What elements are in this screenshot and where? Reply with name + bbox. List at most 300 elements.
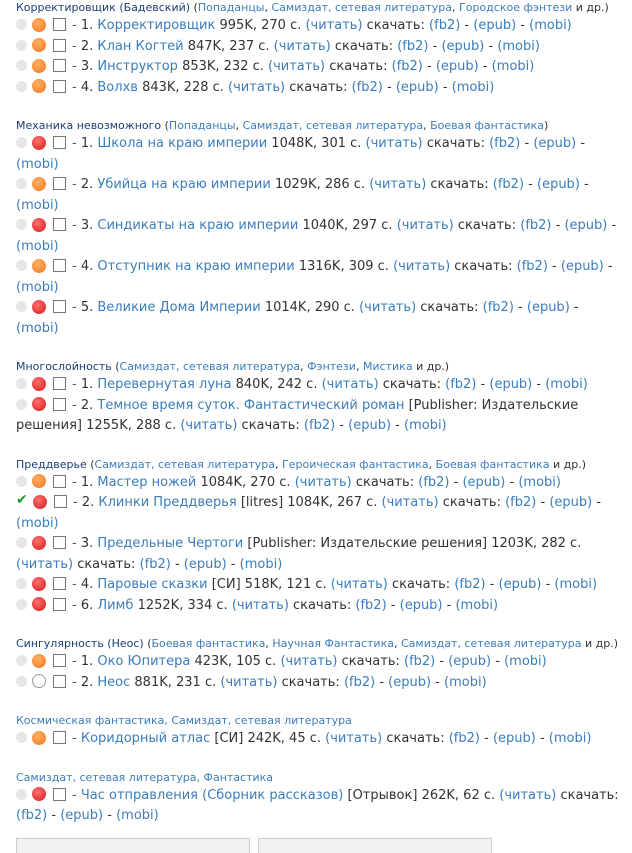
rating-smiley-icon[interactable] (32, 136, 46, 150)
like-icon[interactable] (16, 40, 27, 51)
select-checkbox[interactable] (53, 675, 66, 688)
series-header (16, 713, 624, 729)
book-title-link[interactable]: Паровые сказки (97, 577, 208, 592)
download-epub-link[interactable]: (epub) (388, 674, 432, 690)
book-meta: [СИ] 518K, 121 с. (211, 577, 327, 592)
series-header: Многослойность (Самиздат, сетевая литература, Фэнтези, Мистика и др.) (16, 360, 450, 373)
genre-tag-link[interactable]: Самиздат, сетевая литература (271, 1, 453, 14)
rating-smiley-icon[interactable] (32, 731, 46, 745)
bottom-tab[interactable] (258, 838, 492, 853)
series-block (16, 713, 624, 750)
book-number: 3. (80, 59, 94, 74)
download-fb2-link[interactable]: (fb2) (448, 731, 480, 746)
download-label: скачать: (430, 177, 489, 192)
download-label: скачать: (334, 38, 394, 54)
select-checkbox[interactable] (53, 80, 66, 93)
like-icon[interactable] (16, 599, 27, 610)
like-icon[interactable] (16, 137, 27, 148)
book-title-link[interactable]: Отступник на краю империи (97, 259, 295, 274)
like-icon[interactable] (16, 476, 27, 487)
separator: - (72, 731, 77, 746)
read-link[interactable]: (читать) (305, 18, 363, 33)
download-epub-link[interactable]: (epub) (537, 177, 580, 192)
select-checkbox[interactable] (53, 177, 66, 190)
genre-tag-link[interactable]: Фэнтези (307, 360, 356, 373)
download-fb2-link[interactable]: (fb2) (404, 654, 436, 669)
book-meta: 1014K, 290 с. (264, 300, 355, 315)
book-number: 3. (80, 218, 94, 233)
download-fb2-link[interactable]: (fb2) (429, 18, 461, 33)
genre-tag-link[interactable]: Самиздат, сетевая литература (242, 119, 424, 132)
read-link[interactable]: (читать) (393, 259, 451, 274)
separator: - (72, 59, 77, 74)
download-epub-link[interactable]: (epub) (526, 300, 570, 315)
book-title-link[interactable]: Школа на краю империи (97, 136, 268, 151)
download-label: скачать: (355, 474, 415, 490)
like-icon[interactable] (16, 399, 27, 410)
book-row: - 1. Мастер ножей 1084K, 270 с. (читать) скачать: (fb2) - (epub) - (mobi) (16, 473, 624, 494)
book-title-link[interactable]: Великие Дома Империи (97, 300, 261, 315)
separator: - (72, 674, 77, 690)
series-header-suffix: ) (543, 119, 549, 132)
read-link[interactable]: (читать) (369, 177, 427, 192)
book-row: - 1. Школа на краю империи 1048K, 301 с. (читать) скачать: (fb2) - (epub) - (mobi) (16, 136, 586, 172)
rating-smiley-icon[interactable] (32, 377, 46, 391)
download-epub-link[interactable]: (epub) (60, 808, 104, 823)
download-epub-link[interactable]: (epub) (549, 495, 593, 510)
download-fb2-link[interactable]: (fb2) (454, 577, 486, 592)
book-meta: 1084K, 270 с. (200, 474, 291, 490)
download-epub-link[interactable]: (epub) (560, 259, 604, 274)
book-number: 1. (80, 18, 94, 33)
series-title-link[interactable]: Корректировщик (Бадевский) (16, 1, 191, 14)
series-block (16, 636, 624, 693)
separator: - (72, 38, 77, 54)
download-fb2-link[interactable]: (fb2) (16, 808, 48, 823)
like-icon[interactable] (16, 732, 27, 743)
rating-smiley-icon[interactable] (32, 79, 46, 93)
book-row: - 1. Корректировщик 995K, 270 с. (читать) скачать: (fb2) - (epub) - (mobi) (16, 16, 624, 37)
like-icon[interactable] (16, 19, 27, 30)
download-fb2-link[interactable]: (fb2) (303, 418, 336, 433)
download-fb2-link[interactable]: (fb2) (516, 259, 548, 274)
download-epub-link[interactable]: (epub) (183, 556, 227, 572)
series-header-suffix: и др.) (581, 637, 619, 650)
download-mobi-link[interactable]: (mobi) (497, 38, 540, 54)
rating-smiley-icon[interactable] (32, 59, 46, 73)
book-meta: 847K, 237 с. (187, 38, 270, 54)
genre-tag-link[interactable]: Боевая фантастика (151, 637, 266, 650)
series-header (16, 770, 624, 786)
download-fb2-link[interactable]: (fb2) (397, 38, 429, 54)
book-title-link[interactable]: Клинки Преддверья (98, 495, 237, 510)
download-epub-link[interactable]: (epub) (533, 136, 577, 151)
separator: - (72, 654, 77, 669)
series-header-suffix: и др.) (572, 1, 609, 14)
book-number: 1. (80, 136, 94, 151)
rating-smiley-icon[interactable] (32, 674, 46, 688)
series-header: Преддверье (Самиздат, сетевая литература, Героическая фантастика, Боевая фантастика и др.) (16, 457, 587, 471)
rating-smiley-icon[interactable] (32, 597, 46, 611)
read-link[interactable]: (читать) (268, 59, 326, 74)
genre-tag-link[interactable]: Самиздат, сетевая литература (119, 360, 301, 373)
select-checkbox[interactable] (53, 377, 66, 390)
read-link[interactable]: (читать) (220, 674, 278, 690)
separator: - (72, 787, 77, 803)
book-title-link[interactable]: Синдикаты на краю империи (97, 218, 299, 233)
read-link[interactable]: (читать) (321, 377, 379, 392)
book-meta: [Отрывок] 262K, 62 с. (347, 787, 496, 803)
book-title-link[interactable]: Мастер ножей (97, 474, 197, 490)
separator: - (72, 177, 77, 192)
book-title-link[interactable]: Час отправления (Сборник рассказов) (80, 787, 344, 803)
download-epub-link[interactable]: (epub) (489, 377, 533, 392)
book-row: - 4. Паровые сказки [СИ] 518K, 121 с. (читать) скачать: (fb2) - (epub) - (mobi) (16, 575, 624, 596)
download-mobi-link[interactable]: (mobi) (16, 197, 59, 213)
read-link[interactable]: (читать) (330, 577, 388, 592)
download-mobi-link[interactable]: (mobi) (16, 320, 59, 336)
book-row: - 2. Темное время суток. Фантастический роман [Publisher: Издательские решения] 1255K, 288 с. (читать) скачать: (fb2) - (epub) - (mobi) (16, 397, 579, 433)
download-mobi-link[interactable]: (mobi) (444, 674, 487, 690)
separator: - (72, 474, 77, 490)
select-checkbox[interactable] (53, 788, 66, 801)
download-fb2-link[interactable]: (fb2) (355, 597, 387, 613)
book-number: 2. (80, 177, 94, 192)
separator: - (72, 577, 77, 592)
genre-tag-link[interactable]: Героическая фантастика (282, 457, 429, 471)
book-row: ✔ - 2. Клинки Преддверья [litres] 1084K, 267 с. (читать) скачать: (fb2) - (epub) - (mobi) (16, 492, 602, 531)
select-checkbox[interactable] (53, 536, 66, 549)
download-fb2-link[interactable]: (fb2) (505, 495, 537, 510)
download-mobi-link[interactable]: (mobi) (16, 515, 59, 531)
read-check-icon: ✔ (16, 492, 28, 508)
download-mobi-link[interactable]: (mobi) (554, 577, 598, 592)
select-checkbox[interactable] (53, 59, 66, 72)
download-epub-link[interactable]: (epub) (348, 418, 392, 433)
book-number: 4. (80, 79, 94, 95)
genre-tag-link[interactable]: Научная Фантастика (272, 637, 394, 650)
like-icon[interactable] (16, 537, 27, 548)
book-row: - 2. Неос 881K, 231 с. (читать) скачать: (fb2) - (epub) - (mobi) (16, 673, 624, 694)
download-label: скачать: (442, 495, 501, 510)
book-title-link[interactable]: Неос (97, 674, 131, 690)
download-fb2-link[interactable]: (fb2) (520, 218, 552, 233)
download-epub-link[interactable]: (epub) (564, 218, 608, 233)
series-block (16, 118, 624, 339)
series-header: Механика невозможного (Попаданцы, Самиздат, сетевая литература, Боевая фантастика) (16, 119, 549, 132)
select-checkbox[interactable] (53, 300, 66, 313)
series-title-link[interactable]: Преддверье (16, 457, 87, 471)
separator: - (72, 397, 77, 413)
download-epub-link[interactable]: (epub) (473, 18, 517, 33)
read-link[interactable]: (читать) (359, 300, 417, 315)
book-number: 2. (80, 674, 94, 690)
download-mobi-link[interactable]: (mobi) (16, 238, 59, 254)
book-title-link[interactable]: Волхв (97, 79, 138, 95)
book-title-link[interactable]: Корректировщик (97, 18, 216, 33)
read-link[interactable]: (читать) (280, 654, 338, 669)
select-checkbox[interactable] (54, 495, 67, 508)
download-epub-link[interactable]: (epub) (435, 59, 479, 74)
download-label: скачать: (293, 597, 352, 613)
download-epub-link[interactable]: (epub) (462, 474, 506, 490)
like-icon[interactable] (16, 81, 27, 92)
separator: - (72, 536, 77, 551)
separator: - (72, 259, 77, 274)
book-row: - 1. Перевернутая луна 840K, 242 с. (читать) скачать: (fb2) - (epub) - (mobi) (16, 375, 624, 396)
like-icon[interactable] (16, 301, 27, 312)
download-label: скачать: (391, 577, 451, 592)
like-icon[interactable] (16, 219, 27, 230)
book-meta: 881K, 231 с. (134, 674, 217, 690)
download-mobi-link[interactable]: (mobi) (239, 556, 283, 572)
book-meta: [Publisher: Издательские решения] 1255K, 288 с. (16, 397, 579, 433)
download-epub-link[interactable]: (epub) (395, 79, 439, 95)
rating-smiley-icon[interactable] (32, 397, 46, 411)
read-link[interactable]: (читать) (294, 474, 352, 490)
bottom-tab[interactable] (16, 838, 250, 853)
book-title-link[interactable]: Лимб (97, 597, 134, 613)
select-checkbox[interactable] (53, 731, 66, 744)
separator: - (72, 136, 77, 151)
series-block (16, 359, 624, 437)
book-meta: [litres] 1084K, 267 с. (240, 495, 378, 510)
read-link[interactable]: (читать) (273, 38, 331, 54)
rating-smiley-icon[interactable] (32, 300, 46, 314)
select-checkbox[interactable] (53, 18, 66, 31)
genre-tag-link[interactable]: Попаданцы (168, 119, 236, 132)
book-title-link[interactable]: Убийца на краю империи (97, 177, 271, 192)
book-meta: 840K, 242 с. (235, 377, 318, 392)
download-fb2-link[interactable]: (fb2) (489, 136, 521, 151)
download-fb2-link[interactable]: (fb2) (492, 177, 525, 192)
series-block (16, 770, 624, 827)
genre-tag-link[interactable]: Городское фэнтези (459, 1, 573, 14)
download-label: скачать: (77, 556, 136, 572)
book-meta: 423K, 105 с. (194, 654, 277, 669)
genre-tag-link[interactable]: Мистика (362, 360, 413, 373)
separator: - (72, 218, 77, 233)
rating-smiley-icon[interactable] (32, 536, 46, 550)
separator: - (72, 597, 77, 613)
download-mobi-link[interactable]: (mobi) (545, 377, 588, 392)
download-mobi-link[interactable]: (mobi) (504, 654, 547, 669)
download-mobi-link[interactable]: (mobi) (16, 156, 59, 172)
book-meta: 1252K, 334 с. (137, 597, 228, 613)
download-fb2-link[interactable]: (fb2) (139, 556, 171, 572)
book-row: - 4. Волхв 843K, 228 с. (читать) скачать: (fb2) - (epub) - (mobi) (16, 78, 624, 99)
book-meta: 843K, 228 с. (142, 79, 224, 95)
like-icon[interactable] (16, 676, 27, 687)
read-link[interactable]: (читать) (325, 731, 383, 746)
read-link[interactable]: (читать) (180, 418, 238, 433)
select-checkbox[interactable] (53, 136, 66, 149)
book-meta: [СИ] 242K, 45 с. (214, 731, 322, 746)
select-checkbox[interactable] (53, 654, 66, 667)
download-mobi-link[interactable]: (mobi) (548, 731, 592, 746)
book-number: 4. (80, 259, 94, 274)
like-icon[interactable] (16, 378, 27, 389)
book-number: 1. (80, 654, 94, 669)
rating-smiley-icon[interactable] (32, 218, 46, 232)
book-number: 2. (80, 397, 94, 413)
rating-smiley-icon[interactable] (32, 18, 46, 32)
rating-smiley-icon[interactable] (33, 495, 47, 509)
book-meta: 1029K, 286 с. (274, 177, 366, 192)
separator: - (72, 377, 77, 392)
download-fb2-link[interactable]: (fb2) (343, 674, 376, 690)
download-label: скачать: (341, 654, 400, 669)
select-checkbox[interactable] (53, 598, 66, 611)
like-icon[interactable] (16, 178, 27, 189)
separator: - (72, 18, 77, 33)
series-title-link[interactable]: Механика невозможного (16, 119, 162, 132)
book-row: - Коридорный атлас [СИ] 242K, 45 с. (читать) скачать: (fb2) - (epub) - (mobi) (16, 729, 624, 750)
book-title-link[interactable]: Темное время суток. Фантастический роман (97, 397, 405, 413)
like-icon[interactable] (16, 655, 27, 666)
download-epub-link[interactable]: (epub) (399, 597, 443, 613)
book-row: - 6. Лимб 1252K, 334 с. (читать) скачать: (fb2) - (epub) - (mobi) (16, 596, 624, 617)
book-number: 1. (80, 377, 94, 392)
like-icon[interactable] (16, 789, 27, 800)
download-fb2-link[interactable]: (fb2) (351, 79, 383, 95)
book-row: - 3. Инструктор 853K, 232 с. (читать) скачать: (fb2) - (epub) - (mobi) (16, 57, 624, 78)
download-fb2-link[interactable]: (fb2) (445, 377, 477, 392)
book-title-link[interactable]: Коридорный атлас (80, 731, 211, 746)
genre-tag-link[interactable]: Самиздат, сетевая литература (400, 637, 582, 650)
read-link[interactable]: (читать) (396, 218, 454, 233)
rating-smiley-icon[interactable] (32, 474, 46, 488)
select-checkbox[interactable] (53, 475, 66, 488)
book-title-link[interactable]: Предельные Чертоги (97, 536, 244, 551)
select-checkbox[interactable] (53, 39, 66, 52)
download-mobi-link[interactable]: (mobi) (491, 59, 535, 74)
series-header: Сингулярность (Неос) (Боевая фантастика, Научная Фантастика, Самиздат, сетевая литература и др.) (16, 637, 619, 650)
download-label: скачать: (386, 731, 445, 746)
series-block (16, 0, 624, 98)
book-meta: 1048K, 301 с. (271, 136, 362, 151)
book-number: 5. (80, 300, 94, 315)
read-link[interactable]: (читать) (499, 787, 557, 803)
download-label: скачать: (420, 300, 479, 315)
download-label: скачать: (454, 259, 513, 274)
separator: - (72, 79, 77, 95)
genre-tag-link[interactable]: Космическая фантастика, Самиздат, сетевая литература (16, 714, 352, 727)
book-meta: 995K, 270 с. (219, 18, 302, 33)
select-checkbox[interactable] (53, 577, 66, 590)
rating-smiley-icon[interactable] (32, 654, 46, 668)
book-row: - 2. Клан Когтей 847K, 237 с. (читать) скачать: (fb2) - (epub) - (mobi) (16, 37, 624, 58)
download-mobi-link[interactable]: (mobi) (455, 597, 499, 613)
download-mobi-link[interactable]: (mobi) (518, 474, 561, 490)
genre-tag-link[interactable]: Самиздат, сетевая литература (94, 457, 276, 471)
download-epub-link[interactable]: (epub) (441, 38, 485, 54)
book-row: - 1. Око Юпитера 423K, 105 с. (читать) скачать: (fb2) - (epub) - (mobi) (16, 652, 624, 673)
book-number: 1. (80, 474, 94, 490)
book-number: 2. (80, 38, 94, 54)
download-label: скачать: (241, 418, 300, 433)
download-fb2-link[interactable]: (fb2) (482, 300, 514, 315)
book-number: 3. (80, 536, 94, 551)
book-title-link[interactable]: Клан Когтей (97, 38, 184, 54)
book-number: 4. (80, 577, 94, 592)
read-link[interactable]: (читать) (228, 79, 286, 95)
download-mobi-link[interactable]: (mobi) (451, 79, 495, 95)
book-meta: 1316K, 309 с. (298, 259, 389, 274)
like-icon[interactable] (16, 60, 27, 71)
download-label: скачать: (366, 18, 425, 33)
download-epub-link[interactable]: (epub) (448, 654, 492, 669)
read-link[interactable]: (читать) (231, 597, 289, 613)
rating-smiley-icon[interactable] (32, 577, 46, 591)
genre-tag-link[interactable]: Попаданцы (197, 1, 265, 14)
select-checkbox[interactable] (53, 218, 66, 231)
download-label: скачать: (289, 79, 348, 95)
rating-smiley-icon[interactable] (32, 177, 46, 191)
download-fb2-link[interactable]: (fb2) (418, 474, 450, 490)
book-row: - 4. Отступник на краю империи 1316K, 309 с. (читать) скачать: (fb2) - (epub) - (mobi) (16, 259, 613, 295)
download-mobi-link[interactable]: (mobi) (16, 279, 59, 295)
read-link[interactable]: (читать) (381, 495, 439, 510)
rating-smiley-icon[interactable] (32, 787, 46, 801)
book-meta: 853K, 232 с. (182, 59, 264, 74)
book-title-link[interactable]: Инструктор (97, 59, 178, 74)
download-mobi-link[interactable]: (mobi) (116, 808, 159, 823)
read-link[interactable]: (читать) (365, 136, 423, 151)
download-label: скачать: (560, 787, 619, 803)
download-label: скачать: (329, 59, 388, 74)
book-row: - 2. Убийца на краю империи 1029K, 286 с. (читать) скачать: (fb2) - (epub) - (mobi) (16, 177, 589, 213)
book-row: - 3. Предельные Чертоги [Publisher: Издательские решения] 1203K, 282 с. (читать) скачать: (fb2) - (epub) - (mobi) (16, 536, 582, 572)
download-epub-link[interactable]: (epub) (492, 731, 536, 746)
rating-smiley-icon[interactable] (32, 38, 46, 52)
book-meta: 1040K, 297 с. (302, 218, 393, 233)
download-mobi-link[interactable]: (mobi) (529, 18, 572, 33)
book-number: 2. (81, 495, 95, 510)
genre-tag-link[interactable]: Боевая фантастика (435, 457, 550, 471)
genre-tag-link[interactable]: Боевая фантастика (430, 119, 544, 132)
download-label: скачать: (281, 674, 340, 690)
series-header: Корректировщик (Бадевский) (Попаданцы, Самиздат, сетевая литература, Городское фэнтези и др.) (16, 1, 609, 14)
download-label: скачать: (382, 377, 442, 392)
book-title-link[interactable]: Перевернутая луна (97, 377, 232, 392)
download-label: скачать: (457, 218, 517, 233)
download-label: скачать: (426, 136, 485, 151)
book-title-link[interactable]: Око Юпитера (97, 654, 191, 669)
select-checkbox[interactable] (53, 398, 66, 411)
download-fb2-link[interactable]: (fb2) (391, 59, 423, 74)
rating-smiley-icon[interactable] (32, 259, 46, 273)
download-mobi-link[interactable]: (mobi) (404, 418, 447, 433)
series-title-link[interactable]: Сингулярность (Неос) (16, 637, 144, 650)
series-header-suffix: и др.) (412, 360, 450, 373)
book-meta: [Publisher: Издательские решения] 1203K, 282 с. (247, 536, 582, 551)
separator: - (73, 495, 78, 510)
book-row: - 5. Великие Дома Империи 1014K, 290 с. (читать) скачать: (fb2) - (epub) - (mobi) (16, 300, 579, 336)
series-block (16, 457, 624, 617)
download-epub-link[interactable]: (epub) (498, 577, 542, 592)
like-icon[interactable] (16, 578, 27, 589)
series-title-link[interactable]: Многослойность (16, 360, 112, 373)
genre-tag-link[interactable]: Самиздат, сетевая литература, Фантастика (16, 770, 274, 784)
book-number: 6. (80, 597, 94, 613)
book-row: - Час отправления (Сборник рассказов) [Отрывок] 262K, 62 с. (читать) скачать: (fb2) - (epub) - (mobi) (16, 787, 619, 823)
separator: - (72, 300, 77, 315)
like-icon[interactable] (16, 260, 27, 271)
series-header-suffix: и др.) (549, 457, 587, 471)
read-link[interactable]: (читать) (16, 556, 74, 572)
select-checkbox[interactable] (53, 259, 66, 272)
